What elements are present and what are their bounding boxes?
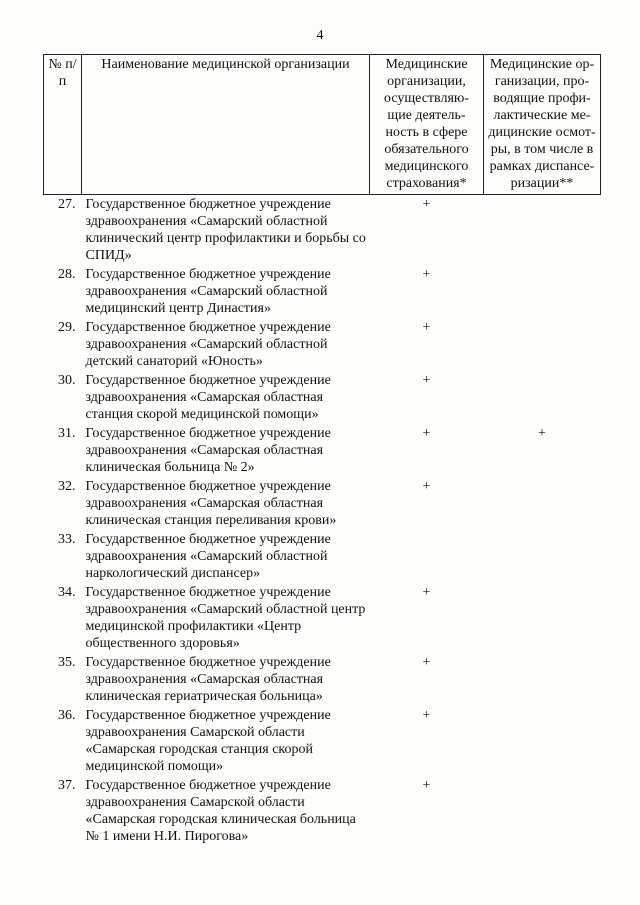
row-number: 37. bbox=[58, 778, 76, 793]
organization-name: Государственное бюджетное учреждение здравоохранения «Самарский областной клинический центр профилактики и борьбы со СПИД» bbox=[85, 197, 366, 263]
prof-mark bbox=[484, 195, 601, 266]
header-oms: Медицинские организации, осуществляю-щие деятель-ность в сфере обязательного медицинского страхования* bbox=[370, 55, 484, 195]
table-row bbox=[44, 583, 601, 653]
row-number: 30. bbox=[58, 373, 76, 388]
prof-mark bbox=[484, 653, 601, 706]
oms-mark: + bbox=[422, 585, 431, 600]
table-row bbox=[44, 371, 601, 424]
prof-mark bbox=[484, 530, 601, 583]
prof-mark bbox=[484, 371, 601, 424]
oms-mark: + bbox=[422, 655, 431, 670]
row-number: 29. bbox=[58, 320, 76, 335]
header-prof: Медицинские ор-ганизации, про-водящие профи-лактические ме-дицинские осмот-ры, в том числе в рамках диспансе-ризации** bbox=[484, 55, 601, 195]
table-row bbox=[44, 195, 601, 266]
oms-mark: + bbox=[422, 479, 431, 494]
organization-name: Государственное бюджетное учреждение здравоохранения Самарской области «Самарская городская клиническая больница № 1 имени Н.И. Пирогова» bbox=[85, 778, 356, 844]
header-name: Наименование медицинской организации bbox=[82, 55, 370, 195]
medical-organizations-table bbox=[43, 54, 601, 846]
row-number: 36. bbox=[58, 708, 76, 723]
header-num: № п/п bbox=[44, 55, 82, 195]
prof-mark bbox=[484, 583, 601, 653]
prof-mark bbox=[484, 706, 601, 776]
page-number: 4 bbox=[316, 28, 324, 43]
oms-mark: + bbox=[422, 708, 431, 723]
organization-name: Государственное бюджетное учреждение здравоохранения «Самарская областная клиническая больница № 2» bbox=[85, 426, 331, 475]
prof-mark bbox=[484, 265, 601, 318]
oms-mark bbox=[370, 530, 484, 583]
table-row bbox=[44, 653, 601, 706]
table-header bbox=[44, 55, 601, 195]
organization-name: Государственное бюджетное учреждение здравоохранения «Самарский областной медицинский центр Династия» bbox=[85, 267, 331, 316]
prof-mark: + bbox=[538, 426, 546, 441]
organization-name: Государственное бюджетное учреждение здравоохранения «Самарский областной наркологический диспансер» bbox=[85, 532, 331, 581]
row-number: 33. bbox=[58, 532, 76, 547]
row-number: 31. bbox=[58, 426, 76, 441]
oms-mark: + bbox=[422, 267, 431, 282]
row-number: 34. bbox=[58, 585, 76, 600]
row-number: 32. bbox=[58, 479, 76, 494]
oms-mark: + bbox=[422, 197, 431, 212]
oms-mark: + bbox=[422, 426, 431, 441]
oms-mark: + bbox=[422, 373, 431, 388]
prof-mark bbox=[484, 318, 601, 371]
organization-name: Государственное бюджетное учреждение здравоохранения «Самарский областной центр медицинской профилактики «Центр общественного здоровья» bbox=[85, 585, 366, 651]
table-row bbox=[44, 530, 601, 583]
organization-name: Государственное бюджетное учреждение здравоохранения Самарской области «Самарская городская станция скорой медицинской помощи» bbox=[85, 708, 331, 774]
organization-name: Государственное бюджетное учреждение здравоохранения «Самарская областная клиническая станция переливания крови» bbox=[85, 479, 337, 528]
table-row bbox=[44, 706, 601, 776]
table-row bbox=[44, 477, 601, 530]
organization-name: Государственное бюджетное учреждение здравоохранения «Самарская областная станция скорой медицинской помощи» bbox=[85, 373, 331, 422]
table-row bbox=[44, 265, 601, 318]
row-number: 35. bbox=[58, 655, 76, 670]
table-body bbox=[44, 195, 601, 847]
oms-mark: + bbox=[422, 778, 431, 793]
table-row bbox=[44, 318, 601, 371]
organization-name: Государственное бюджетное учреждение здравоохранения «Самарский областной детский санаторий «Юность» bbox=[85, 320, 331, 369]
prof-mark bbox=[484, 477, 601, 530]
row-number: 27. bbox=[58, 197, 76, 212]
row-number: 28. bbox=[58, 267, 76, 282]
prof-mark bbox=[484, 776, 601, 846]
table-row bbox=[44, 424, 601, 477]
oms-mark: + bbox=[422, 320, 431, 335]
table-row bbox=[44, 776, 601, 846]
organization-name: Государственное бюджетное учреждение здравоохранения «Самарская областная клиническая гериатрическая больница» bbox=[85, 655, 331, 704]
